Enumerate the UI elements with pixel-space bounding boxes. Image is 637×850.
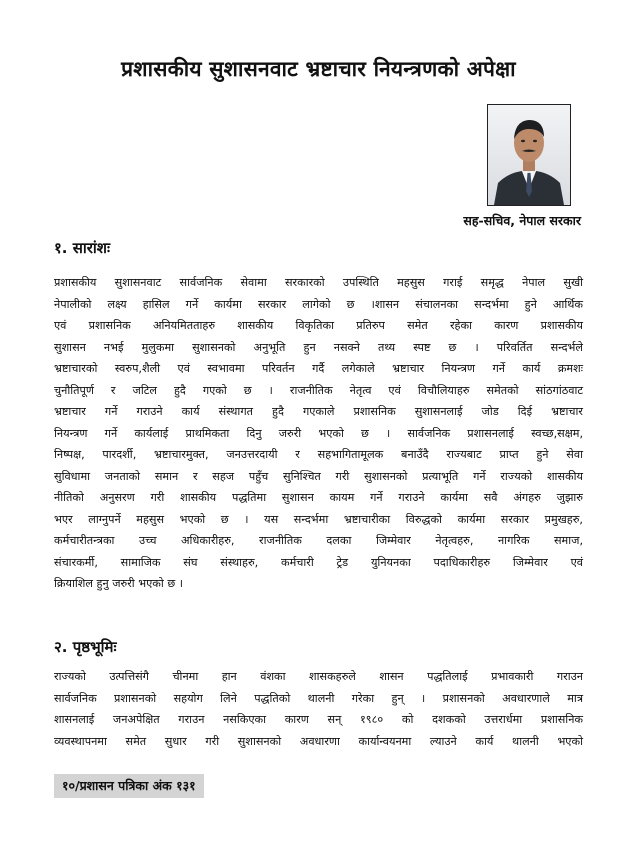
paragraph-line: भ्रष्टाचारको स्वरुप,शैली एवं स्वभावमा परिवर्तन गर्दै लगेकाले भ्रष्टाचार नियन्त्रण गर्ने कार्य क्रमशः bbox=[54, 362, 583, 375]
author-designation: सह-सचिव, नेपाल सरकार bbox=[463, 213, 581, 228]
paragraph-line: भ्रष्टाचार गर्ने गराउने कार्य संस्थागत हुदै गएकाले प्रशासनिक सुशासनलाई जोड दिई भ्रष्टाचार bbox=[54, 405, 583, 418]
paragraph-line: कर्मचारीतन्त्रका उच्च अधिकारीहरु, राजनीतिक दलका जिम्मेवार नेतृत्वहरु, नागरिक समाज, bbox=[54, 534, 583, 547]
paragraph-line: नीतिको अनुसरण गरी शासकीय पद्धतिमा सुशासन कायम गर्ने गराउने कार्यमा सवै अंगहरु जुझारु bbox=[54, 491, 583, 504]
section-summary-paragraph bbox=[54, 272, 583, 595]
paragraph-line: चुनौतिपूर्ण र जटिल हुदै गएको छ । राजनीतिक नेतृत्व एवं विचौलियाहरु समेतको सांठगांठवाट bbox=[54, 383, 583, 397]
paragraph-line: नेपालीको लक्ष्य हासिल गर्ने कार्यमा सरकार लागेको छ ।शासन संचालनका सन्दर्भमा हुने आर्थिक bbox=[54, 297, 583, 311]
paragraph-line: क्रियाशिल हुनु जरुरी भएको छ । bbox=[54, 577, 183, 590]
paragraph-line: निष्पक्ष, पारदर्शी, भ्रष्टाचारमुक्त, जनउत्तरदायी र सहभागितामूलक बनाउँदै राज्यबाट प्राप्त हुने सेवा bbox=[54, 448, 583, 461]
paragraph-line: राज्यको उत्पत्तिसंगै चीनमा हान वंशका शासकहरुले शासन पद्धतिलाई प्रभावकारी गराउन bbox=[54, 670, 583, 683]
paragraph-line: संचारकर्मी, सामाजिक संघ संस्थाहरु, कर्मचारी ट्रेड युनियनका पदाधिकारीहरु जिम्मेवार एवं bbox=[54, 555, 583, 569]
paragraph-line: शासनलाई जनअपेक्षित गराउन नसकिएका कारण सन् १९८० को दशकको उत्तरार्धमा प्रशासनिक bbox=[54, 713, 583, 726]
paragraph-line: एवं प्रशासनिक अनियमितताहरु शासकीय विकृतिका प्रतिरुप समेत रहेका कारण प्रशासकीय bbox=[54, 319, 583, 332]
author-portrait-image bbox=[488, 105, 570, 205]
paragraph-line: व्यवस्थापनमा समेत सुधार गरी सुशासनको अवधारणा कार्यान्वयनमा ल्याउने कार्य थालनी भएको bbox=[54, 734, 583, 748]
article-title: प्रशासकीय सुशासनवाट भ्रष्टाचार नियन्त्रणको अपेक्षा bbox=[121, 57, 516, 81]
section-heading-background: २. पृष्ठभूमिः bbox=[54, 638, 117, 656]
paragraph-line: प्रशासकीय सुशासनवाट सार्वजनिक सेवामा सरकारको उपस्थिति महसुस गराई समृद्ध नेपाल सुखी bbox=[54, 276, 583, 289]
section-background-paragraph bbox=[54, 666, 583, 752]
paragraph-line: नियन्त्रण गर्ने कार्यलाई प्राथमिकता दिनु जरुरी भएको छ । सार्वजनिक प्रशासनलाई स्वच्छ,सक्षम, bbox=[54, 426, 583, 440]
paragraph-line: सार्वजनिक प्रशासनको सहयोग लिने पद्धतिको थालनी गरेका हुन् । प्रशासनको अवधारणाले मात्र bbox=[54, 691, 583, 705]
author-photo bbox=[487, 104, 571, 206]
paragraph-line: सुशासन नभई मुलुकमा सुशासनको अनुभूति हुन नसक्ने तथ्य स्पष्ट छ । परिवर्तित सन्दर्भले bbox=[54, 340, 583, 354]
paragraph-line: सुविधामा जनताको समान र सहज पहुँच सुनिश्चित गरी सुशासनको प्रत्याभूति गर्ने राज्यको शासकीय bbox=[54, 469, 583, 483]
page-footer-label: १०/प्रशासन पत्रिका अंक १३१ bbox=[54, 774, 204, 798]
paragraph-line: भएर लाग्नुपर्ने महसुस भएको छ । यस सन्दर्भमा भ्रष्टाचारीका विरुद्धको कार्यमा सरकार प्रमुखहरु, bbox=[54, 512, 583, 526]
section-heading-summary: १. सारांशः bbox=[54, 239, 110, 257]
